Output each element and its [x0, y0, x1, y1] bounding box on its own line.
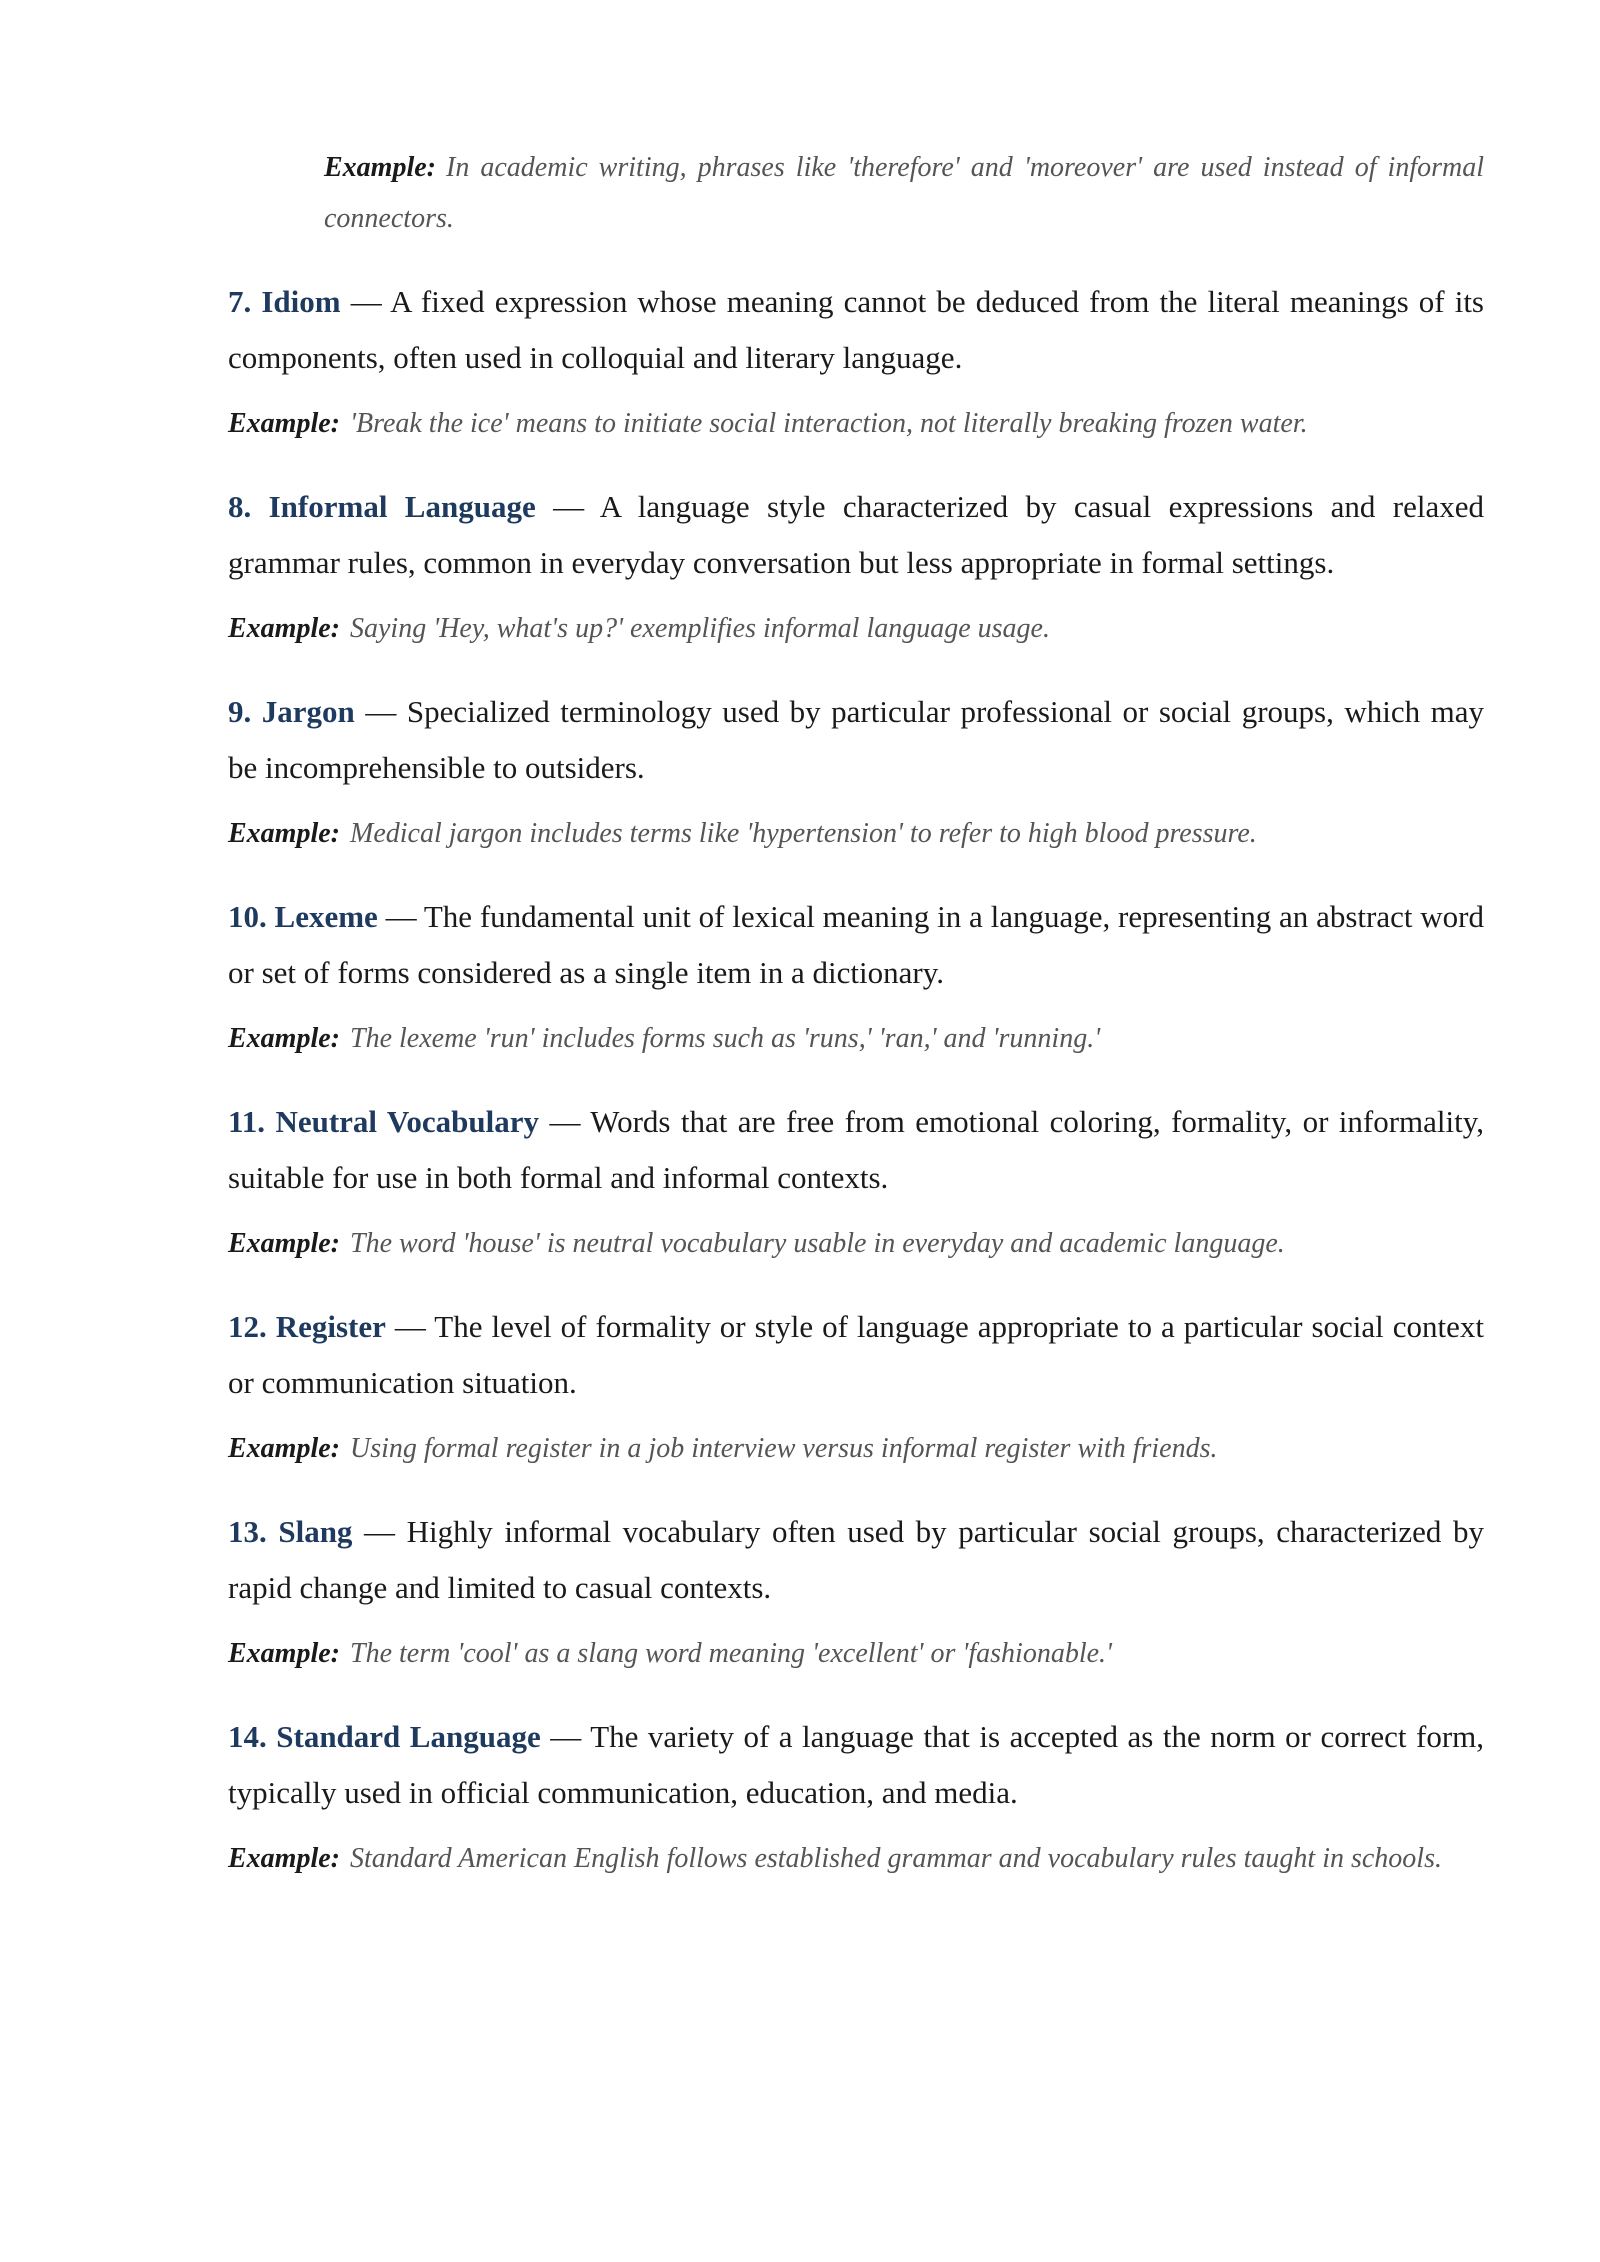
- term-title: 10. Lexeme: [228, 899, 378, 934]
- term-definition: The fundamental unit of lexical meaning in a language, representing an abstract word or set of forms considered as a single item in a dictionary.: [228, 899, 1484, 990]
- example-text: Standard American English follows established grammar and vocabulary rules taught in schools.: [350, 1843, 1442, 1874]
- em-dash: —: [365, 694, 397, 729]
- example-text: The lexeme 'run' includes forms such as 'runs,' 'ran,' and 'running.': [350, 1023, 1101, 1054]
- example-text: Medical jargon includes terms like 'hypertension' to refer to high blood pressure.: [350, 818, 1257, 849]
- term-definition: Words that are free from emotional coloring, formality, or informality, suitable for use in both formal and informal contexts.: [228, 1104, 1484, 1195]
- example-label: Example:: [228, 818, 340, 849]
- term-title: 11. Neutral Vocabulary: [228, 1104, 540, 1139]
- example-label: Example:: [324, 152, 436, 183]
- term-title: 7. Idiom: [228, 284, 341, 319]
- term-definition: A language style characterized by casual expressions and relaxed grammar rules, common in everyday conversation but less appropriate in formal settings.: [228, 489, 1484, 580]
- term-title: 14. Standard Language: [228, 1719, 541, 1754]
- example-7: [228, 398, 1484, 449]
- example-10: [228, 1013, 1484, 1064]
- glossary-entry-14: [228, 1709, 1484, 1821]
- term-title: 8. Informal Language: [228, 489, 536, 524]
- example-text: The term 'cool' as a slang word meaning 'excellent' or 'fashionable.': [350, 1638, 1113, 1669]
- em-dash: —: [350, 284, 382, 319]
- glossary-entry-12: [228, 1299, 1484, 1411]
- example-lead: [324, 142, 1484, 244]
- example-label: Example:: [228, 1023, 340, 1054]
- example-label: Example:: [228, 613, 340, 644]
- example-label: Example:: [228, 408, 340, 439]
- term-title: 13. Slang: [228, 1514, 353, 1549]
- em-dash: —: [385, 899, 417, 934]
- example-text: The word 'house' is neutral vocabulary usable in everyday and academic language.: [350, 1228, 1285, 1259]
- glossary-content: [228, 142, 1484, 1884]
- example-label: Example:: [228, 1638, 340, 1669]
- term-definition: The level of formality or style of language appropriate to a particular social context or communication situation.: [228, 1309, 1484, 1400]
- example-label: Example:: [228, 1228, 340, 1259]
- example-13: [228, 1628, 1484, 1679]
- term-definition: Highly informal vocabulary often used by particular social groups, characterized by rapid change and limited to casual contexts.: [228, 1514, 1484, 1605]
- em-dash: —: [550, 1719, 582, 1754]
- example-text: Saying 'Hey, what's up?' exemplifies informal language usage.: [350, 613, 1050, 644]
- term-title: 9. Jargon: [228, 694, 355, 729]
- example-label: Example:: [228, 1433, 340, 1464]
- em-dash: —: [553, 489, 585, 524]
- example-8: [228, 603, 1484, 654]
- term-definition: Specialized terminology used by particular professional or social groups, which may be incomprehensible to outsiders.: [228, 694, 1485, 785]
- em-dash: —: [364, 1514, 396, 1549]
- term-definition: A fixed expression whose meaning cannot be deduced from the literal meanings of its components, often used in colloquial and literary language.: [228, 284, 1484, 375]
- glossary-entry-8: [228, 479, 1484, 591]
- glossary-entry-11: [228, 1094, 1484, 1206]
- term-definition: The variety of a language that is accepted as the norm or correct form, typically used in official communication, education, and media.: [228, 1719, 1485, 1810]
- example-11: [228, 1218, 1484, 1269]
- example-text: Using formal register in a job interview versus informal register with friends.: [350, 1433, 1218, 1464]
- glossary-entry-10: [228, 889, 1484, 1001]
- example-12: [228, 1423, 1484, 1474]
- example-label: Example:: [228, 1843, 340, 1874]
- example-14: [228, 1833, 1484, 1884]
- em-dash: —: [549, 1104, 581, 1139]
- glossary-entry-9: [228, 684, 1484, 796]
- glossary-entry-13: [228, 1504, 1484, 1616]
- glossary-entry-7: [228, 274, 1484, 386]
- example-text: In academic writing, phrases like 'therefore' and 'moreover' are used instead of informal connectors.: [324, 152, 1484, 234]
- example-text: 'Break the ice' means to initiate social interaction, not literally breaking frozen water.: [350, 408, 1308, 439]
- example-9: [228, 808, 1484, 859]
- term-title: 12. Register: [228, 1309, 386, 1344]
- em-dash: —: [394, 1309, 426, 1344]
